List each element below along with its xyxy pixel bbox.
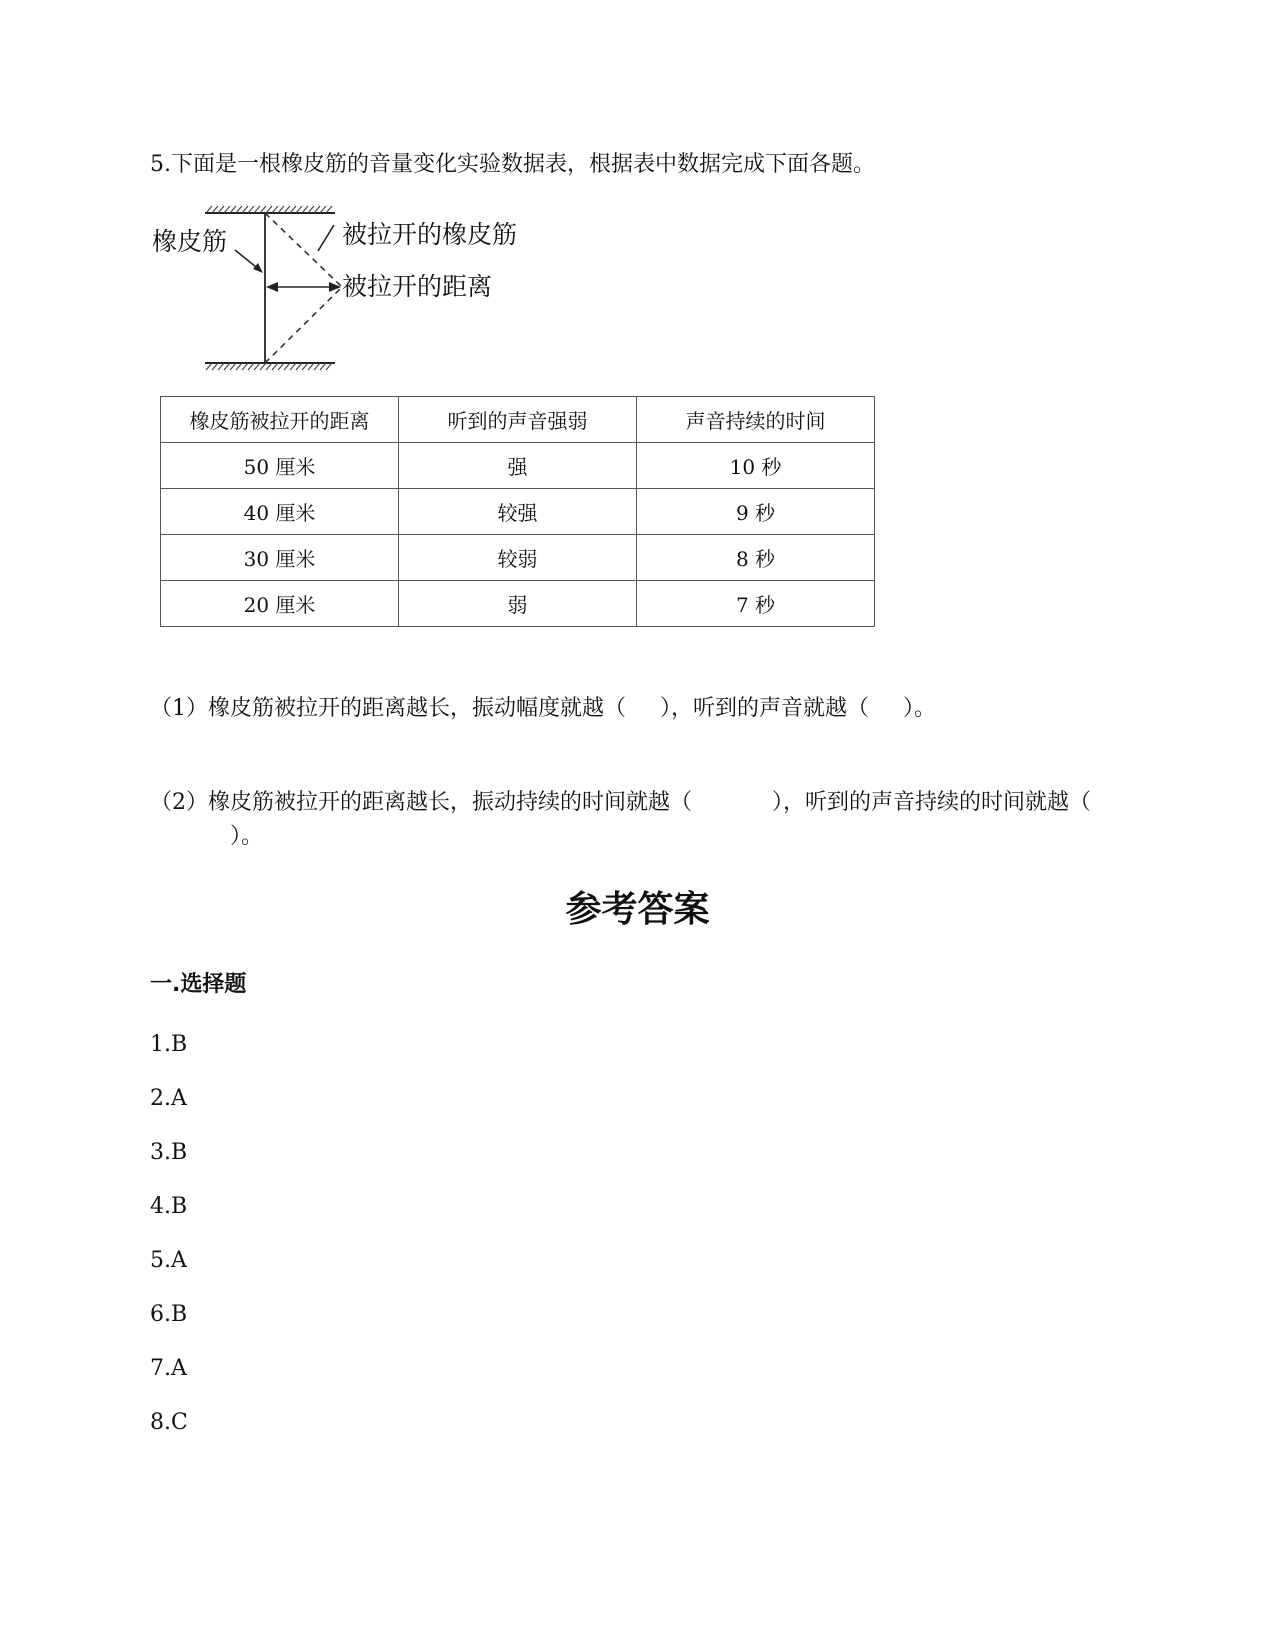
table-cell: 较弱 [399,535,637,581]
list-item: 3.B [150,1140,188,1165]
rubber-band-diagram [150,205,570,385]
data-table [160,396,875,627]
table-row [161,581,875,627]
label-stretched-distance: 被拉开的距离 [342,272,493,301]
table-cell: 10 秒 [637,443,875,489]
sub-question-1 [150,694,936,724]
list-item: 2.A [150,1086,187,1111]
table-cell: 30 厘米 [161,535,399,581]
rubber-band-pointer-head [253,263,263,273]
table-cell: 7 秒 [637,581,875,627]
table-cell: 弱 [399,581,637,627]
distance-arrow [266,282,341,292]
table-header-row [161,397,875,443]
list-item: 7.A [150,1356,187,1381]
table-cell: 较强 [399,489,637,535]
sub1-text-a: （1）橡皮筋被拉开的距离越长，振动幅度就越（ [150,696,626,721]
sub2-text-c: ）。 [230,824,264,849]
header-duration: 声音持续的时间 [637,397,875,443]
table-cell: 9 秒 [637,489,875,535]
label-stretched-band: 被拉开的橡皮筋 [342,220,518,249]
list-item: 4.B [150,1194,188,1219]
table-cell: 40 厘米 [161,489,399,535]
list-item: 6.B [150,1302,188,1327]
answer-list [150,1030,188,1462]
sub2-text-a: （2）橡皮筋被拉开的距离越长，振动持续的时间就越（ [150,790,692,815]
sub2-text-b: ），听到的声音持续的时间就越（ [772,790,1092,815]
label-rubber-band: 橡皮筋 [152,227,228,256]
sub1-text-c: ）。 [903,696,937,721]
top-support [205,206,335,213]
list-item: 5.A [150,1248,187,1273]
header-loudness: 听到的声音强弱 [399,397,637,443]
table-row [161,443,875,489]
stretched-band-pointer [318,225,334,251]
sub-question-2 [150,786,1130,854]
list-item: 8.C [150,1410,188,1435]
sub1-text-b: ），听到的声音就越（ [660,696,870,721]
question-intro: 5.下面是一根橡皮筋的音量变化实验数据表，根据表中数据完成下面各题。 [150,152,875,177]
header-distance: 橡皮筋被拉开的距离 [161,397,399,443]
table-cell: 20 厘米 [161,581,399,627]
list-item: 1.B [150,1032,188,1057]
section-title: 一.选择题 [150,972,247,997]
table-row [161,535,875,581]
table-row [161,489,875,535]
answer-key-title: 参考答案 [565,889,710,930]
bottom-support [205,363,335,370]
table-cell: 50 厘米 [161,443,399,489]
table-cell: 强 [399,443,637,489]
table-cell: 8 秒 [637,535,875,581]
